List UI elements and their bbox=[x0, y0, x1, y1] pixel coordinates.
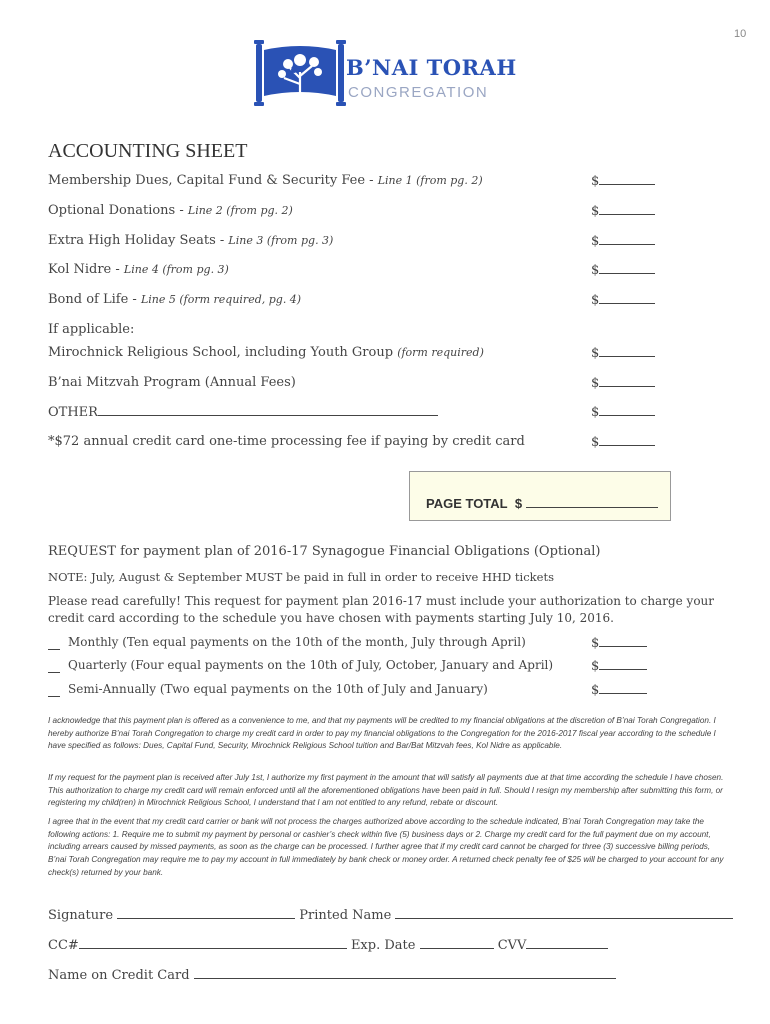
plan-option-semiannual[interactable]: Semi-Annually (Two equal payments on the 10th of July and January) bbox=[48, 682, 488, 697]
amount-field[interactable]: $ bbox=[591, 203, 655, 219]
amount-field[interactable]: $ bbox=[591, 404, 655, 420]
line-item-kol-nidre: Kol Nidre - Line 4 (from pg. 3) bbox=[48, 262, 229, 277]
amount-field[interactable]: $ bbox=[591, 682, 647, 698]
amount-field[interactable]: $ bbox=[591, 658, 647, 674]
amount-field[interactable]: $ bbox=[591, 233, 655, 249]
quarterly-checkbox[interactable] bbox=[48, 658, 60, 673]
cvv-field[interactable] bbox=[526, 937, 608, 949]
amount-field[interactable]: $ bbox=[591, 173, 655, 189]
page-total-label: PAGE TOTAL bbox=[426, 496, 508, 511]
cc-row: CC# Exp. Date CVV bbox=[48, 937, 608, 953]
line-item-religious-school: Mirochnick Religious School, including Youth Group (form required) bbox=[48, 345, 484, 360]
line-item-donations: Optional Donations - Line 2 (from pg. 2) bbox=[48, 203, 293, 218]
line-item-other: OTHER bbox=[48, 404, 438, 420]
note-line: NOTE: July, August & September MUST be paid in full in order to receive HHD tickets bbox=[48, 570, 554, 584]
signature-field[interactable] bbox=[117, 907, 295, 919]
legal-paragraph: I agree that in the event that my credit card carrier or bank will not process the charges authorized above according to the schedule indicated, B’nai Torah Congregation may take the following actions: 1. Require me to submit my payment by personal or cashier’s check within five (5) business days or 2. Charge my credit card for the full payment due on my account, including arrears caused by missed payments, as soon as the charge can be processed. I further agree that if my credit card cannot be charged for three (3) successive billing periods, B’nai Torah Congregation may require me to pay my account in full immediately by bank check or money order. A returned check penalty fee of $25 will be charged to your account for any check(s) returned by your bank. bbox=[48, 817, 724, 877]
torah-scroll-tree-icon bbox=[254, 40, 346, 106]
amount-field[interactable]: $ bbox=[591, 434, 655, 450]
line-item-bond-of-life: Bond of Life - Line 5 (form required, pg. 4) bbox=[48, 292, 302, 307]
logo-name: B’NAI TORAH bbox=[346, 55, 517, 80]
name-on-card-field[interactable] bbox=[194, 967, 616, 979]
plan-option-quarterly[interactable]: Quarterly (Four equal payments on the 10th of July, October, January and April) bbox=[48, 658, 553, 673]
other-description-field[interactable] bbox=[98, 404, 438, 416]
amount-field[interactable]: $ bbox=[591, 375, 655, 391]
amount-field[interactable]: $ bbox=[591, 635, 647, 651]
monthly-checkbox[interactable] bbox=[48, 635, 60, 650]
if-applicable-heading: If applicable: bbox=[48, 322, 135, 337]
legal-paragraph: If my request for the payment plan is received after July 1st, I authorize my first payment in the amount that will satisfy all payments due at that time according the schedule I have chosen. This authorization to charge my credit card will remain enforced until all the aforementioned obligations have been paid in full. Should I resign my membership after submitting this form, or registering my child(ren) in Mirochnick Religious School, I understand that I am not entitled to any refund, rebate or discount. bbox=[48, 773, 724, 808]
amount-field[interactable]: $ bbox=[591, 292, 655, 308]
cc-number-field[interactable] bbox=[79, 937, 347, 949]
page-total-field[interactable] bbox=[526, 496, 658, 508]
amount-field[interactable]: $ bbox=[591, 345, 655, 361]
printed-name-field[interactable] bbox=[395, 907, 733, 919]
line-item-hhd-seats: Extra High Holiday Seats - Line 3 (from pg. 3) bbox=[48, 233, 334, 248]
line-item-cc-fee: *$72 annual credit card one-time processing fee if paying by credit card bbox=[48, 434, 525, 449]
page-total-box: PAGE TOTAL $ bbox=[409, 471, 671, 521]
line-item-membership: Membership Dues, Capital Fund & Security Fee - Line 1 (from pg. 2) bbox=[48, 173, 483, 188]
legal-paragraph: I acknowledge that this payment plan is offered as a convenience to me, and that my payments will be credited to my financial obligations at the discretion of B’nai Torah Congregation. I hereby authorize B’nai Torah Congregation to charge my credit card in order to pay my financial obligations to the Congregation for the 2016-2017 fiscal year according to the schedule I have specified as follows: Dues, Capital Fund, Security, Mirochnick Religious School tuition and Bar/Bat Mitzvah fees, Kol Nidre as applicable. bbox=[48, 716, 716, 751]
please-read-paragraph: Please read carefully! This request for payment plan 2016-17 must include your authorization to charge your credit card according to the schedule you have chosen with payments starting July 10, 2016. bbox=[48, 594, 715, 625]
amount-field[interactable]: $ bbox=[591, 262, 655, 278]
signature-row: Signature Printed Name bbox=[48, 907, 733, 923]
logo-subtitle: CONGREGATION bbox=[348, 84, 489, 101]
plan-option-monthly[interactable]: Monthly (Ten equal payments on the 10th of the month, July through April) bbox=[48, 635, 526, 650]
name-on-card-row: Name on Credit Card bbox=[48, 967, 616, 983]
page-number: 10 bbox=[734, 28, 747, 40]
exp-date-field[interactable] bbox=[420, 937, 494, 949]
semiannual-checkbox[interactable] bbox=[48, 682, 60, 697]
page-title: ACCOUNTING SHEET bbox=[48, 140, 248, 162]
request-heading: REQUEST for payment plan of 2016-17 Synagogue Financial Obligations (Optional) bbox=[48, 544, 601, 559]
line-item-bnai-mitzvah: B’nai Mitzvah Program (Annual Fees) bbox=[48, 375, 296, 390]
